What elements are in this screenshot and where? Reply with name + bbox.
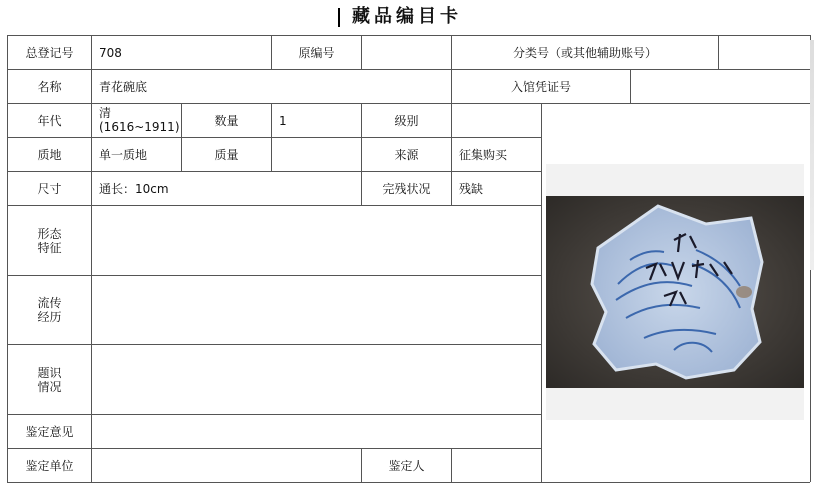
appraisal-unit-value[interactable] [92,449,361,482]
quantity-label: 数量 [214,113,239,128]
condition-label: 完残状况 [382,181,431,196]
size-label: 尺寸 [37,181,62,196]
reg-no-value[interactable]: 708 [99,45,122,60]
artifact-photo [546,164,804,420]
entry-voucher-value[interactable] [631,70,810,103]
appraisal-opinion-label: 鉴定意见 [25,424,74,439]
orig-no-label: 原编号 [298,45,335,60]
window-edge [810,40,814,270]
class-no-value[interactable] [719,36,810,69]
inscription-label: 题识 情况 [37,365,62,394]
porcelain-shard-image [546,164,804,420]
appraisal-opinion-value[interactable] [92,415,541,448]
material-value[interactable]: 单一质地 [99,147,148,162]
name-label: 名称 [37,79,62,94]
source-label: 来源 [394,147,419,162]
era-value[interactable]: 清 (1616~1911) [99,106,180,134]
form-value[interactable] [92,206,541,275]
era-label: 年代 [37,113,62,128]
orig-no-value[interactable] [362,36,451,69]
appraiser-label: 鉴定人 [388,458,425,473]
grade-label: 级别 [394,113,419,128]
grade-value[interactable] [452,104,541,137]
source-value[interactable]: 征集购买 [459,147,508,162]
inscription-value[interactable] [92,345,541,414]
class-no-label: 分类号（或其他辅助账号） [512,45,657,60]
name-value[interactable]: 青花碗底 [99,79,148,94]
card-title: 藏品编目卡 [352,6,462,27]
history-value[interactable] [92,276,541,344]
reg-no-label: 总登记号 [25,45,74,60]
mass-value[interactable] [272,138,361,171]
size-value[interactable]: 通长：10cm [99,181,169,196]
entry-voucher-label: 入馆凭证号 [510,79,571,94]
form-label: 形态 特征 [37,226,62,255]
history-label: 流传 经历 [37,296,62,324]
appraisal-unit-label: 鉴定单位 [25,458,74,473]
quantity-value[interactable]: 1 [279,113,287,128]
mass-label: 质量 [214,147,239,162]
appraiser-value[interactable] [452,449,541,482]
material-label: 质地 [37,147,62,162]
condition-value[interactable]: 残缺 [459,181,484,196]
